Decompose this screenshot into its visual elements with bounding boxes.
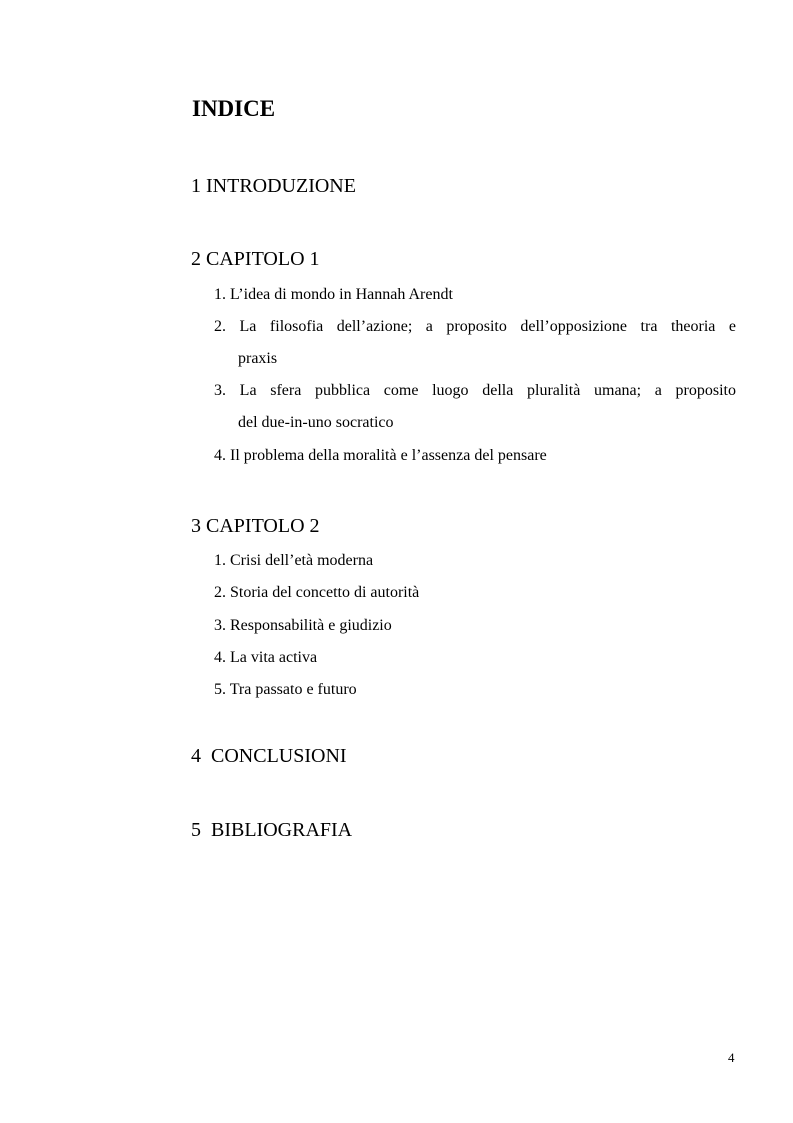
toc-section-capitolo-1: 2 CAPITOLO 1 (191, 248, 320, 270)
toc-section-bibliografia: 5 BIBLIOGRAFIA (191, 819, 353, 841)
page-number: 4 (728, 1050, 735, 1065)
toc-item-cap1-4: 4. Il problema della moralità e l’assenza del pensare (214, 447, 547, 464)
toc-item-cap1-1: 1. L’idea di mondo in Hannah Arendt (214, 286, 453, 303)
toc-item-cap1-3-line2: del due-in-uno socratico (238, 414, 394, 431)
toc-section-conclusioni: 4 CONCLUSIONI (191, 745, 347, 767)
toc-item-cap1-2-line2: praxis (238, 350, 278, 367)
toc-section-capitolo-2: 3 CAPITOLO 2 (191, 515, 320, 537)
toc-item-cap1-3 (214, 375, 736, 439)
toc-item-cap2-1: 1. Crisi dell’età moderna (214, 552, 374, 569)
toc-item-cap1-2-line1: 2. La filosofia dell’azione; a proposito dell’opposizione tra theoria e (214, 318, 736, 335)
toc-item-cap1-2 (214, 311, 736, 375)
toc-item-cap2-4: 4. La vita activa (214, 649, 318, 666)
toc-item-cap1-3-line1: 3. La sfera pubblica come luogo della pluralità umana; a proposito (214, 382, 736, 399)
toc-item-cap2-5: 5. Tra passato e futuro (214, 681, 357, 698)
toc-item-cap2-2: 2. Storia del concetto di autorità (214, 584, 420, 601)
page-title: INDICE (192, 96, 276, 121)
toc-item-cap2-3: 3. Responsabilità e giudizio (214, 617, 392, 634)
toc-section-introduzione: 1 INTRODUZIONE (191, 175, 356, 197)
